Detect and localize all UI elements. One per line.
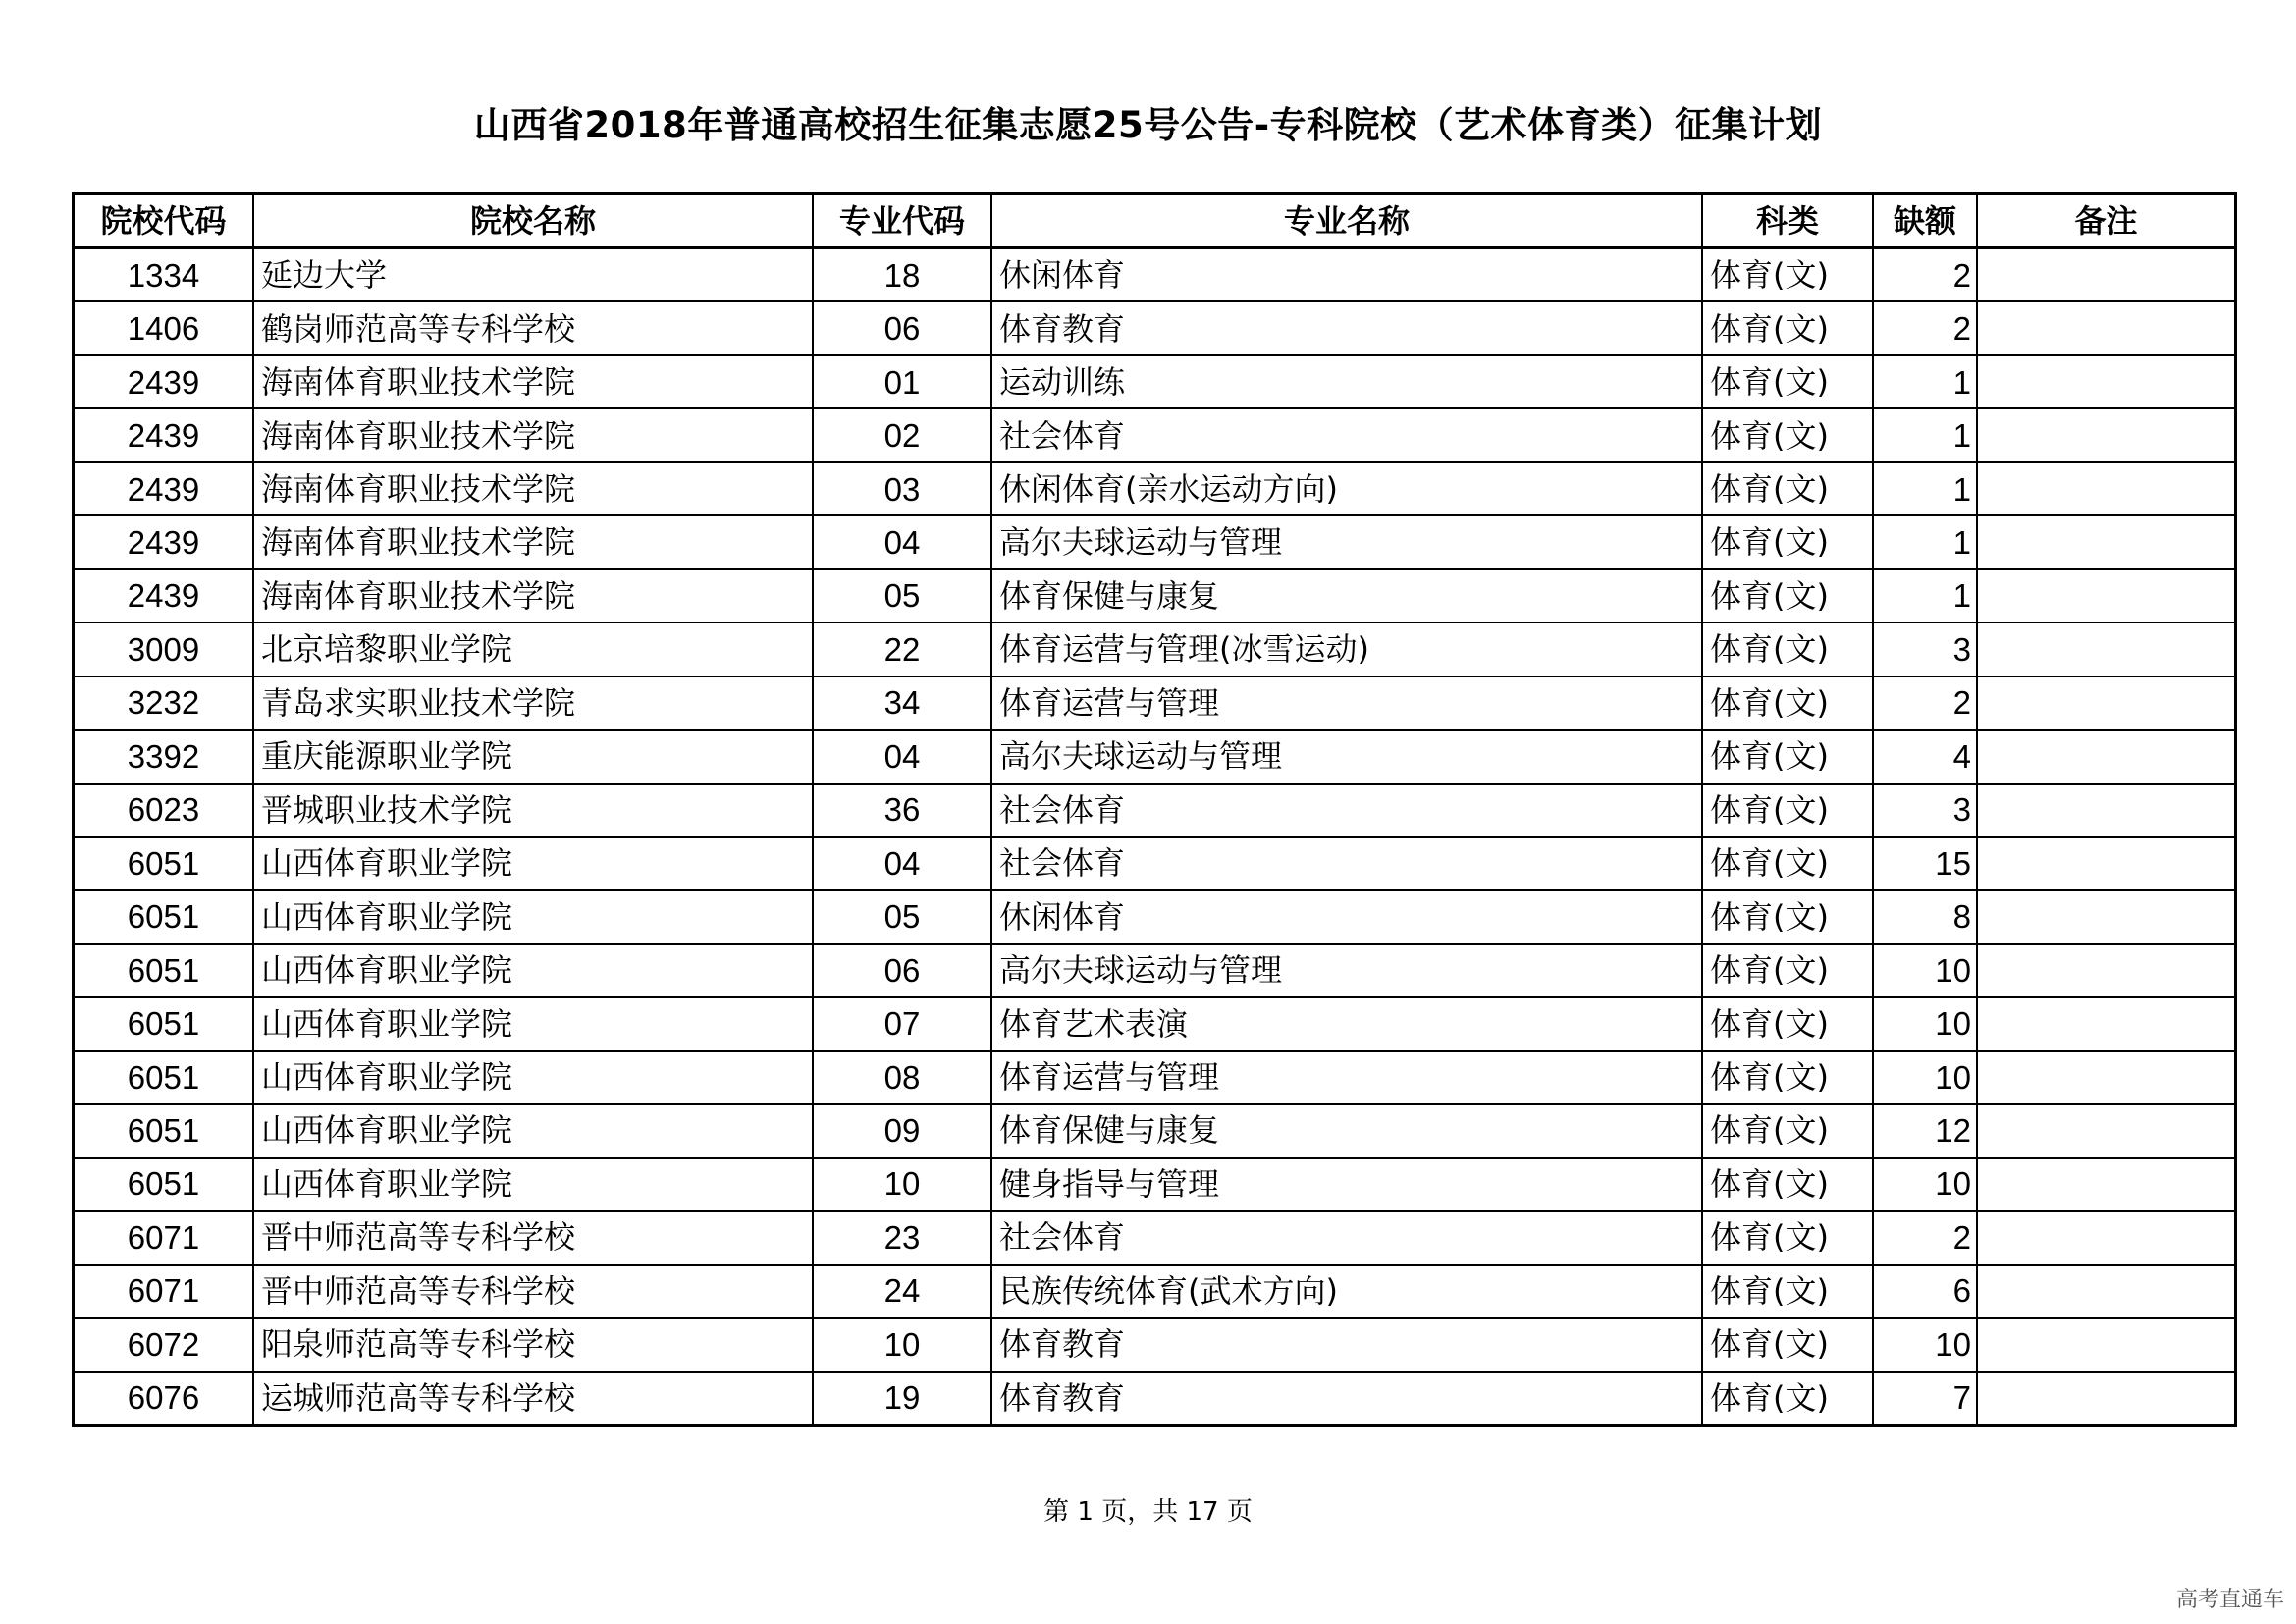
cell-vacancy: 2 <box>1873 1211 1977 1264</box>
cell-school-name: 海南体育职业技术学院 <box>253 462 813 515</box>
cell-major-code: 04 <box>813 730 991 783</box>
cell-major-name: 体育教育 <box>991 301 1702 354</box>
cell-major-name: 体育运营与管理 <box>991 677 1702 730</box>
cell-major-name: 休闲体育 <box>991 890 1702 943</box>
cell-major-name: 体育保健与康复 <box>991 1104 1702 1157</box>
cell-school-name: 山西体育职业学院 <box>253 944 813 997</box>
cell-category: 体育(文) <box>1702 462 1873 515</box>
cell-major-code: 06 <box>813 944 991 997</box>
cell-vacancy: 10 <box>1873 1318 1977 1371</box>
table-row <box>75 355 2234 408</box>
cell-major-code: 18 <box>813 248 991 302</box>
watermark-text: 高考直通车 <box>2175 1588 2284 1612</box>
cell-major-name: 运动训练 <box>991 355 1702 408</box>
cell-category: 体育(文) <box>1702 1158 1873 1211</box>
cell-category: 体育(文) <box>1702 355 1873 408</box>
cell-school-code: 3392 <box>75 730 253 783</box>
cell-vacancy: 6 <box>1873 1265 1977 1318</box>
cell-vacancy: 1 <box>1873 569 1977 623</box>
cell-category: 体育(文) <box>1702 997 1873 1050</box>
cell-category: 体育(文) <box>1702 623 1873 676</box>
cell-vacancy: 7 <box>1873 1372 1977 1424</box>
cell-school-code: 6051 <box>75 890 253 943</box>
cell-category: 体育(文) <box>1702 1265 1873 1318</box>
cell-school-name: 山西体育职业学院 <box>253 1051 813 1104</box>
cell-vacancy: 1 <box>1873 355 1977 408</box>
table-row <box>75 515 2234 568</box>
cell-school-code: 3232 <box>75 677 253 730</box>
cell-category: 体育(文) <box>1702 1104 1873 1157</box>
table-row <box>75 248 2234 302</box>
cell-school-code: 3009 <box>75 623 253 676</box>
cell-school-code: 6051 <box>75 1104 253 1157</box>
cell-notes <box>1977 1051 2234 1104</box>
table-row <box>75 730 2234 783</box>
cell-notes <box>1977 462 2234 515</box>
cell-major-code: 08 <box>813 1051 991 1104</box>
cell-major-code: 24 <box>813 1265 991 1318</box>
cell-major-name: 休闲体育(亲水运动方向) <box>991 462 1702 515</box>
cell-school-name: 晋城职业技术学院 <box>253 784 813 837</box>
cell-school-code: 2439 <box>75 355 253 408</box>
cell-school-code: 6051 <box>75 837 253 890</box>
table-row <box>75 1265 2234 1318</box>
table-row <box>75 569 2234 623</box>
cell-school-name: 延边大学 <box>253 248 813 302</box>
cell-school-name: 海南体育职业技术学院 <box>253 355 813 408</box>
table-row <box>75 677 2234 730</box>
cell-vacancy: 10 <box>1873 1051 1977 1104</box>
table-row <box>75 837 2234 890</box>
cell-category: 体育(文) <box>1702 1211 1873 1264</box>
table-row <box>75 623 2234 676</box>
cell-vacancy: 12 <box>1873 1104 1977 1157</box>
cell-school-code: 6071 <box>75 1211 253 1264</box>
cell-notes <box>1977 837 2234 890</box>
cell-category: 体育(文) <box>1702 784 1873 837</box>
cell-major-code: 05 <box>813 890 991 943</box>
cell-school-name: 北京培黎职业学院 <box>253 623 813 676</box>
cell-school-name: 山西体育职业学院 <box>253 890 813 943</box>
cell-major-name: 休闲体育 <box>991 248 1702 302</box>
cell-vacancy: 8 <box>1873 890 1977 943</box>
table-row <box>75 890 2234 943</box>
cell-major-name: 体育教育 <box>991 1318 1702 1371</box>
cell-school-code: 6076 <box>75 1372 253 1424</box>
cell-school-code: 2439 <box>75 569 253 623</box>
cell-category: 体育(文) <box>1702 1372 1873 1424</box>
table-row <box>75 462 2234 515</box>
cell-school-code: 6051 <box>75 944 253 997</box>
cell-major-code: 02 <box>813 408 991 461</box>
cell-school-name: 山西体育职业学院 <box>253 1158 813 1211</box>
document-title: 山西省2018年普通高校招生征集志愿25号公告-专科院校（艺术体育类）征集计划 <box>473 104 1823 146</box>
cell-major-code: 36 <box>813 784 991 837</box>
cell-category: 体育(文) <box>1702 730 1873 783</box>
cell-major-code: 23 <box>813 1211 991 1264</box>
table-row <box>75 784 2234 837</box>
cell-school-name: 山西体育职业学院 <box>253 997 813 1050</box>
cell-vacancy: 1 <box>1873 515 1977 568</box>
cell-vacancy: 10 <box>1873 997 1977 1050</box>
table-row <box>75 301 2234 354</box>
cell-school-code: 6051 <box>75 997 253 1050</box>
cell-category: 体育(文) <box>1702 515 1873 568</box>
cell-school-code: 2439 <box>75 408 253 461</box>
cell-school-code: 1406 <box>75 301 253 354</box>
cell-category: 体育(文) <box>1702 569 1873 623</box>
cell-notes <box>1977 1211 2234 1264</box>
cell-major-name: 高尔夫球运动与管理 <box>991 515 1702 568</box>
cell-notes <box>1977 944 2234 997</box>
cell-school-name: 鹤岗师范高等专科学校 <box>253 301 813 354</box>
header-major-code: 专业代码 <box>813 195 991 248</box>
cell-major-name: 高尔夫球运动与管理 <box>991 730 1702 783</box>
cell-vacancy: 10 <box>1873 944 1977 997</box>
cell-school-code: 6051 <box>75 1051 253 1104</box>
cell-school-name: 阳泉师范高等专科学校 <box>253 1318 813 1371</box>
cell-school-code: 6071 <box>75 1265 253 1318</box>
cell-notes <box>1977 1158 2234 1211</box>
cell-school-code: 2439 <box>75 515 253 568</box>
table-body <box>75 248 2234 1425</box>
cell-school-code: 6051 <box>75 1158 253 1211</box>
cell-notes <box>1977 1265 2234 1318</box>
table-row <box>75 1372 2234 1424</box>
cell-school-name: 山西体育职业学院 <box>253 1104 813 1157</box>
cell-vacancy: 2 <box>1873 677 1977 730</box>
cell-school-code: 2439 <box>75 462 253 515</box>
cell-school-name: 海南体育职业技术学院 <box>253 408 813 461</box>
cell-category: 体育(文) <box>1702 1051 1873 1104</box>
cell-category: 体育(文) <box>1702 944 1873 997</box>
enrollment-plan-table <box>75 195 2234 1424</box>
cell-major-code: 34 <box>813 677 991 730</box>
header-major-name: 专业名称 <box>991 195 1702 248</box>
cell-school-name: 运城师范高等专科学校 <box>253 1372 813 1424</box>
cell-major-code: 01 <box>813 355 991 408</box>
cell-school-name: 海南体育职业技术学院 <box>253 515 813 568</box>
header-school-code: 院校代码 <box>75 195 253 248</box>
cell-school-name: 晋中师范高等专科学校 <box>253 1265 813 1318</box>
table-row <box>75 408 2234 461</box>
cell-major-name: 体育保健与康复 <box>991 569 1702 623</box>
cell-notes <box>1977 1104 2234 1157</box>
table-row <box>75 1051 2234 1104</box>
cell-notes <box>1977 408 2234 461</box>
page-footer: 第 1 页，共 17 页 <box>1043 1497 1253 1527</box>
cell-major-name: 体育运营与管理(冰雪运动) <box>991 623 1702 676</box>
cell-category: 体育(文) <box>1702 301 1873 354</box>
cell-notes <box>1977 677 2234 730</box>
cell-major-name: 体育艺术表演 <box>991 997 1702 1050</box>
cell-notes <box>1977 1318 2234 1371</box>
header-vacancy: 缺额 <box>1873 195 1977 248</box>
cell-major-code: 06 <box>813 301 991 354</box>
cell-notes <box>1977 890 2234 943</box>
table-row <box>75 1158 2234 1211</box>
cell-major-name: 高尔夫球运动与管理 <box>991 944 1702 997</box>
cell-school-name: 山西体育职业学院 <box>253 837 813 890</box>
table-row <box>75 1318 2234 1371</box>
cell-major-code: 04 <box>813 837 991 890</box>
table-header-row <box>75 195 2234 248</box>
cell-category: 体育(文) <box>1702 837 1873 890</box>
cell-major-name: 社会体育 <box>991 837 1702 890</box>
cell-category: 体育(文) <box>1702 1318 1873 1371</box>
table-row <box>75 1104 2234 1157</box>
cell-major-code: 03 <box>813 462 991 515</box>
table-row <box>75 944 2234 997</box>
cell-major-code: 22 <box>813 623 991 676</box>
cell-vacancy: 1 <box>1873 408 1977 461</box>
cell-notes <box>1977 1372 2234 1424</box>
cell-school-name: 海南体育职业技术学院 <box>253 569 813 623</box>
cell-category: 体育(文) <box>1702 248 1873 302</box>
table-row <box>75 1211 2234 1264</box>
cell-vacancy: 10 <box>1873 1158 1977 1211</box>
cell-major-name: 体育运营与管理 <box>991 1051 1702 1104</box>
cell-school-name: 青岛求实职业技术学院 <box>253 677 813 730</box>
cell-vacancy: 4 <box>1873 730 1977 783</box>
cell-school-code: 1334 <box>75 248 253 302</box>
cell-notes <box>1977 730 2234 783</box>
cell-major-code: 10 <box>813 1318 991 1371</box>
plan-table-frame <box>72 192 2237 1427</box>
cell-vacancy: 2 <box>1873 301 1977 354</box>
cell-major-name: 民族传统体育(武术方向) <box>991 1265 1702 1318</box>
cell-school-code: 6023 <box>75 784 253 837</box>
cell-school-name: 晋中师范高等专科学校 <box>253 1211 813 1264</box>
cell-major-name: 社会体育 <box>991 784 1702 837</box>
cell-major-code: 05 <box>813 569 991 623</box>
cell-notes <box>1977 569 2234 623</box>
cell-major-name: 体育教育 <box>991 1372 1702 1424</box>
cell-notes <box>1977 248 2234 302</box>
cell-notes <box>1977 515 2234 568</box>
cell-category: 体育(文) <box>1702 677 1873 730</box>
cell-vacancy: 1 <box>1873 462 1977 515</box>
header-school-name: 院校名称 <box>253 195 813 248</box>
cell-school-name: 重庆能源职业学院 <box>253 730 813 783</box>
cell-vacancy: 15 <box>1873 837 1977 890</box>
cell-major-name: 社会体育 <box>991 408 1702 461</box>
cell-major-name: 健身指导与管理 <box>991 1158 1702 1211</box>
header-notes: 备注 <box>1977 195 2234 248</box>
cell-notes <box>1977 784 2234 837</box>
cell-major-code: 07 <box>813 997 991 1050</box>
cell-major-code: 10 <box>813 1158 991 1211</box>
cell-major-code: 09 <box>813 1104 991 1157</box>
cell-major-code: 19 <box>813 1372 991 1424</box>
cell-major-name: 社会体育 <box>991 1211 1702 1264</box>
cell-notes <box>1977 623 2234 676</box>
cell-school-code: 6072 <box>75 1318 253 1371</box>
cell-notes <box>1977 355 2234 408</box>
cell-vacancy: 2 <box>1873 248 1977 302</box>
cell-vacancy: 3 <box>1873 784 1977 837</box>
header-category: 科类 <box>1702 195 1873 248</box>
table-row <box>75 997 2234 1050</box>
cell-major-code: 04 <box>813 515 991 568</box>
cell-notes <box>1977 997 2234 1050</box>
cell-notes <box>1977 301 2234 354</box>
cell-category: 体育(文) <box>1702 890 1873 943</box>
cell-vacancy: 3 <box>1873 623 1977 676</box>
cell-category: 体育(文) <box>1702 408 1873 461</box>
